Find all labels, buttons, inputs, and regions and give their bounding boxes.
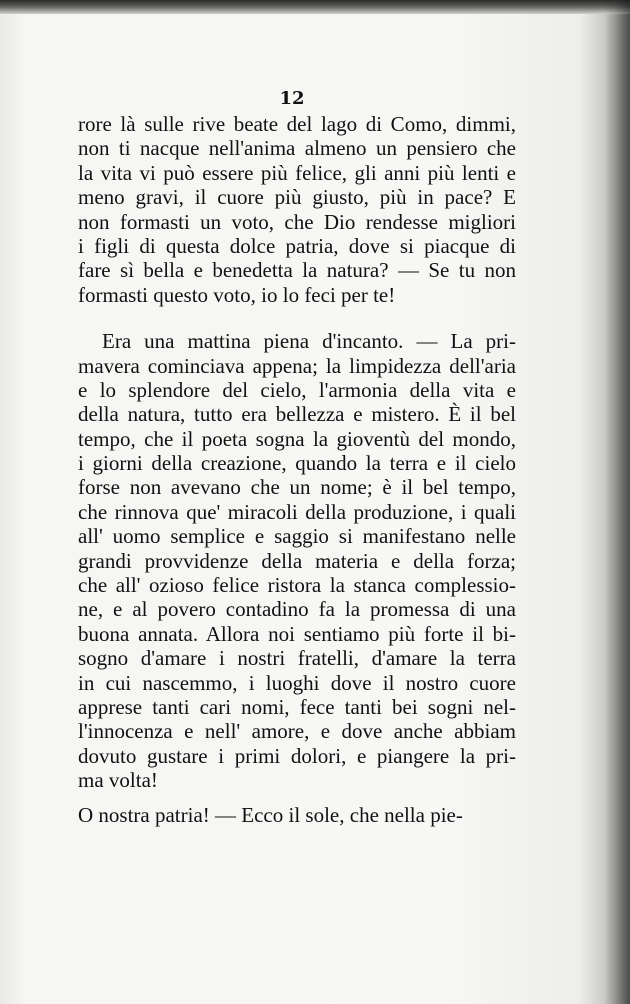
text-line: dovuto gustare i primi dolori, e piangere la pri- (78, 743, 516, 768)
text-line: apprese tanti cari nomi, fece tanti bei sogni nel- (78, 694, 516, 719)
body-text (78, 112, 516, 827)
paragraph-gap (78, 793, 516, 803)
text-line: Era una mattina piena d'incanto. — La pri- (102, 329, 516, 354)
paragraph-3 (78, 803, 516, 827)
text-line: non formasti un voto, che Dio rendesse migliori (78, 209, 516, 234)
text-line: ne, e al povero contadino fa la promessa di una (78, 597, 516, 622)
text-line: forse non avevano che un nome; è il bel tempo, (78, 475, 516, 500)
text-line: e lo splendore del cielo, l'armonia della vita e (78, 377, 516, 402)
scan-top-edge (0, 0, 630, 14)
text-line: non ti nacque nell'anima almeno un pensiero che (78, 136, 516, 161)
paragraph-2 (78, 329, 516, 792)
paragraph-1 (78, 112, 516, 307)
text-line: rore là sulle rive beate del lago di Como, dimmi, (78, 112, 516, 136)
text-line: buona annata. Allora noi sentiamo più forte il bi- (78, 621, 516, 646)
text-line: in cui nascemmo, i luoghi dove il nostro cuore (78, 670, 516, 695)
text-line: sogno d'amare i nostri fratelli, d'amare la terra (78, 646, 516, 671)
text-line: all' uomo semplice e saggio si manifestano nelle (78, 524, 516, 549)
text-line: che all' ozioso felice ristora la stanca complessio- (78, 573, 516, 598)
text-line: fare sì bella e benedetta la natura? — Se tu non (78, 258, 516, 283)
text-line: che rinnova que' miracoli della produzione, i quali (78, 499, 516, 524)
text-line: della natura, tutto era bellezza e mistero. È il bel (78, 402, 516, 427)
paragraph-gap (78, 307, 516, 329)
text-line: meno gravi, il cuore più giusto, più in pace? E (78, 185, 516, 210)
page-gutter-shadow (604, 0, 630, 1004)
text-line: O nostra patria! — Ecco il sole, che nella pie- (78, 802, 463, 827)
text-line: formasti questo voto, io lo feci per te! (78, 282, 396, 307)
text-line: tempo, che il poeta sogna la gioventù del mondo, (78, 426, 516, 451)
text-line: la vita vi può essere più felice, gli anni più lenti e (78, 160, 516, 185)
page-number: 12 (279, 88, 305, 109)
text-line: ma volta! (78, 768, 158, 793)
text-line: i giorni della creazione, quando la terra e il cielo (78, 451, 516, 476)
text-line: mavera cominciava appena; la limpidezza dell'aria (78, 353, 516, 378)
text-line: i figli di questa dolce patria, dove si piacque di (78, 233, 516, 258)
text-line: grandi provvidenze della materia e della forza; (78, 548, 516, 573)
text-line: l'innocenza e nell' amore, e dove anche abbiam (78, 719, 516, 744)
